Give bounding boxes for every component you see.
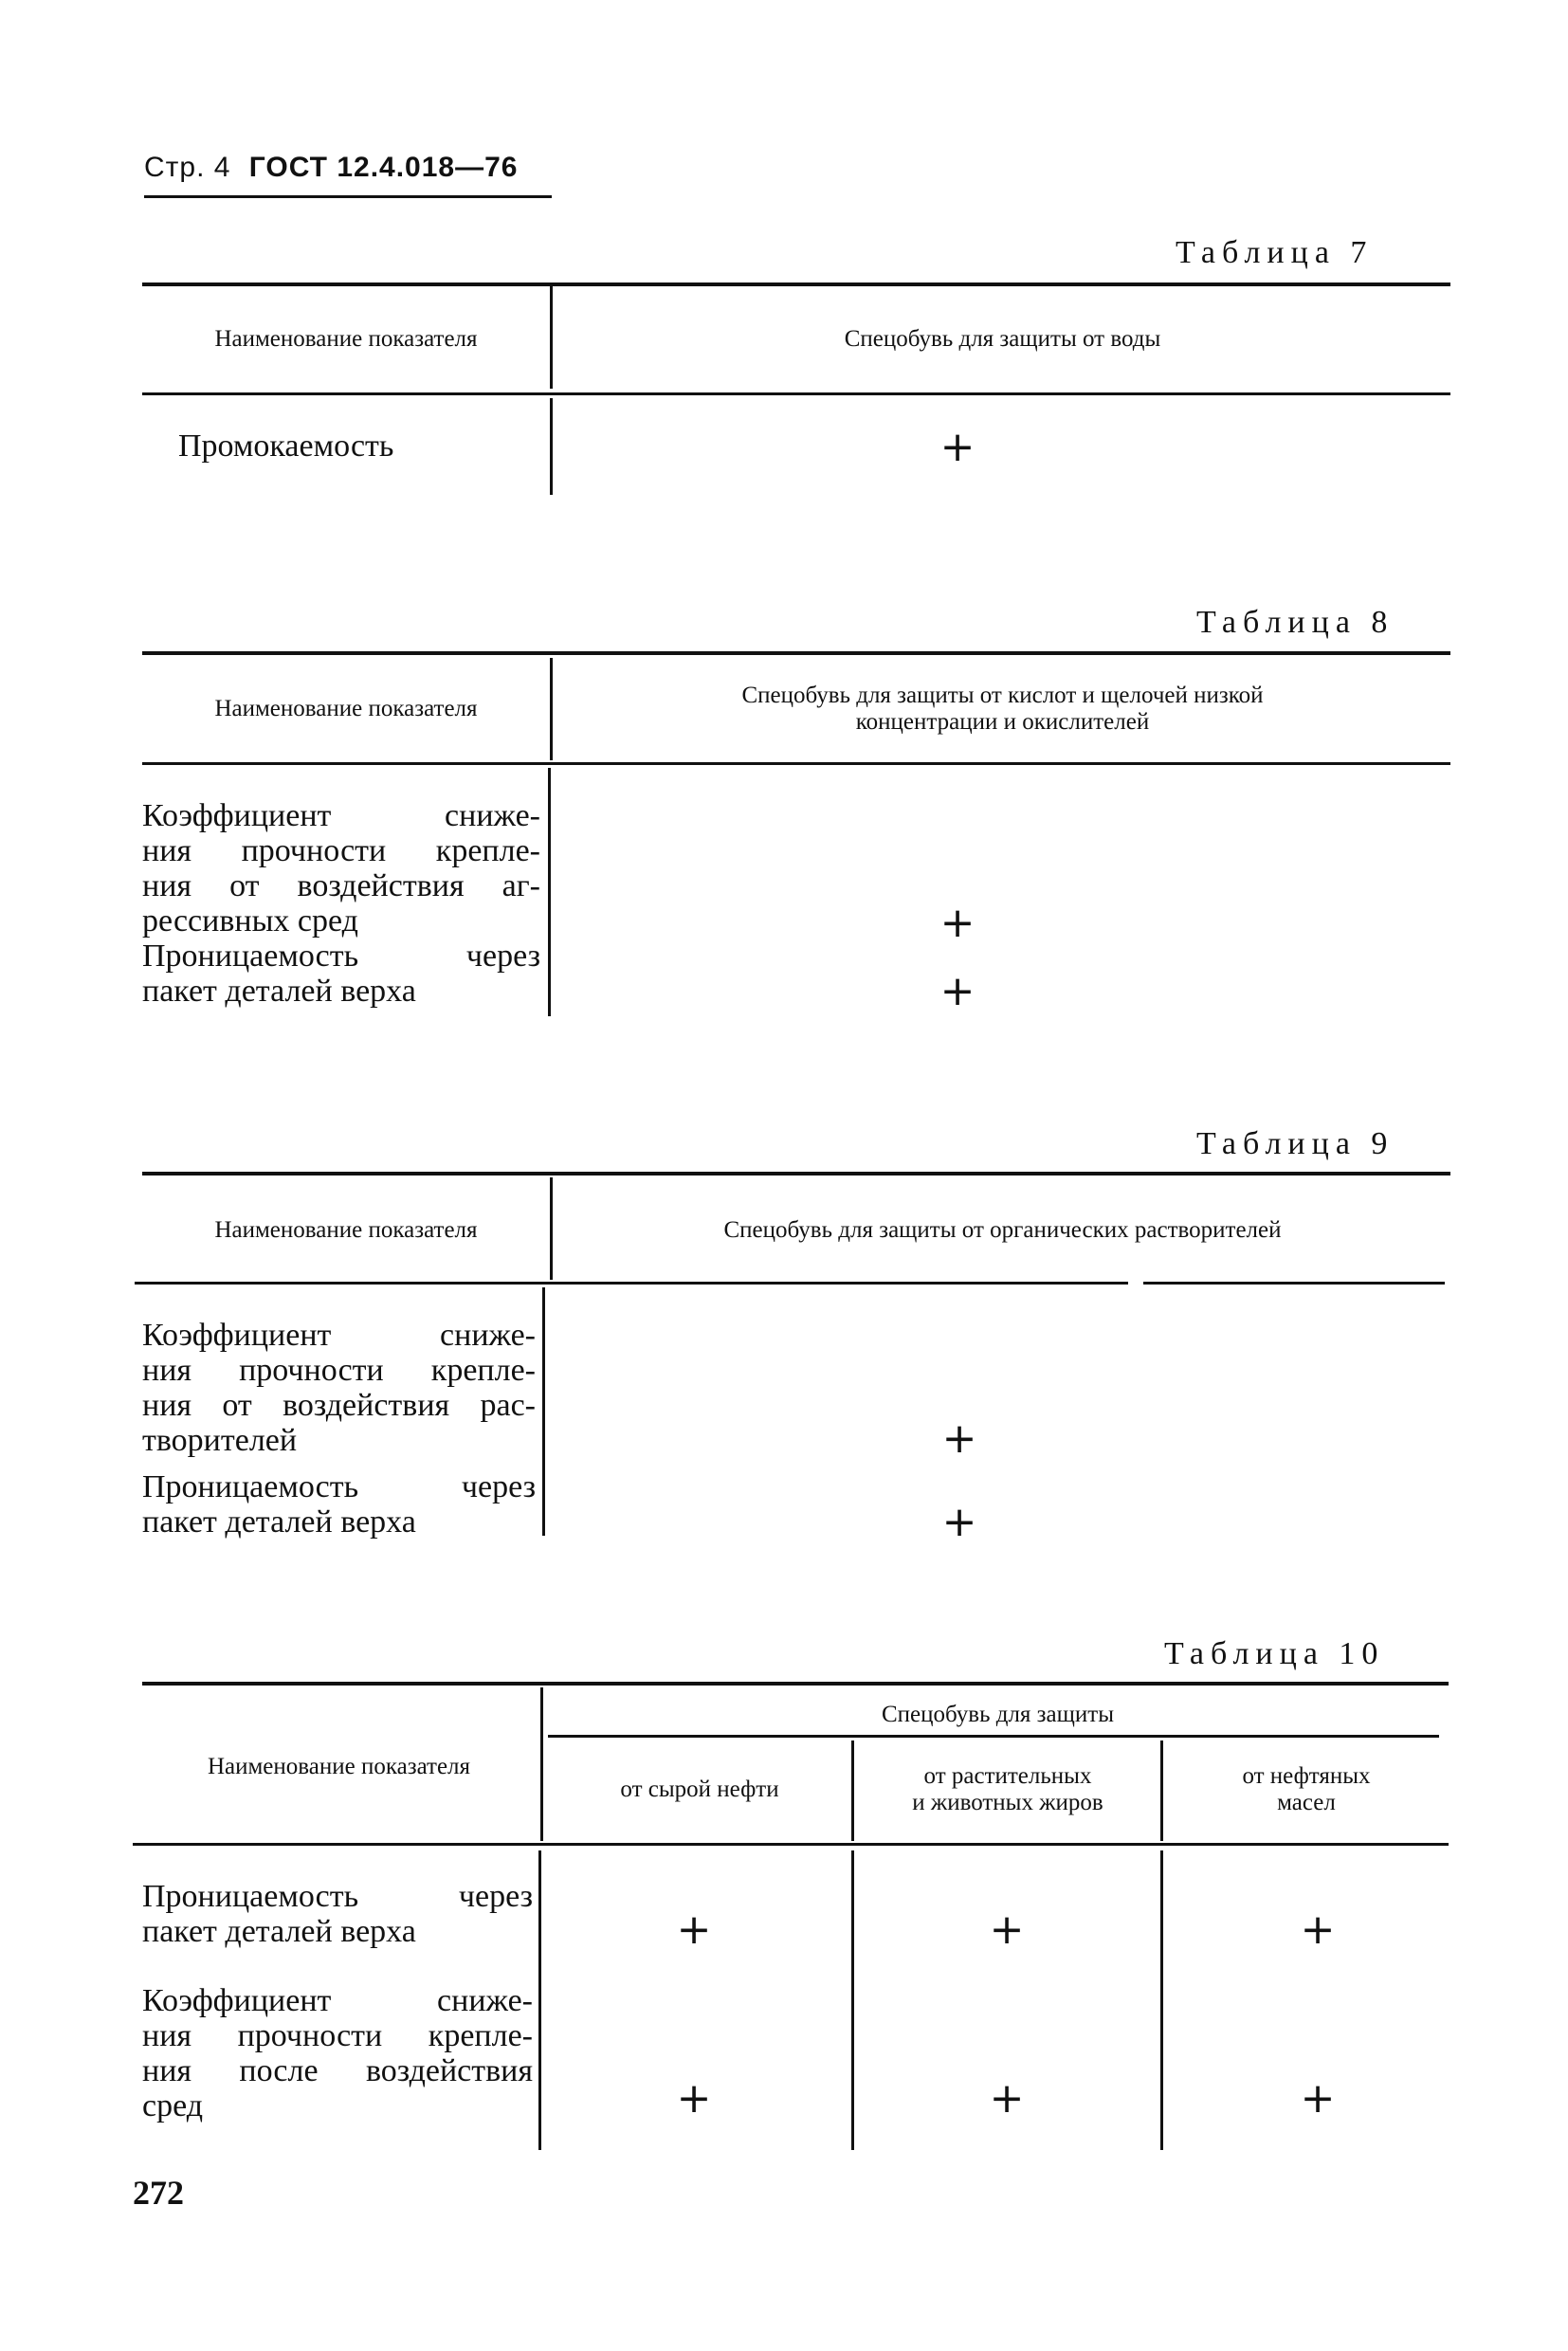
table10-row1-line1: Проницаемость через [142, 1879, 533, 1914]
table8-col-indicator: Наименование показателя [214, 696, 478, 721]
table9-label: Таблица 9 [1196, 1126, 1395, 1161]
page-header [144, 152, 518, 184]
table10-subcol-1: от сырой нефти [620, 1777, 779, 1802]
table9-row1-line3: ния от воздействия рас- [142, 1388, 536, 1423]
table10-row2-value-2: + [989, 2074, 1025, 2123]
table10-row2-line4: сред [142, 2088, 204, 2123]
table8-row2-value: + [939, 967, 975, 1015]
table9-row2-line2: пакет деталей верха [142, 1504, 416, 1540]
table7-row-name: Промокаемость [178, 428, 394, 464]
table10-subcol-3 [1164, 1763, 1449, 1816]
table9-row1-line2: ния прочности крепле- [142, 1353, 536, 1388]
table8-top-rule [142, 651, 1450, 655]
table10-row1-value-3: + [1300, 1905, 1336, 1954]
table9-row2-name [142, 1469, 536, 1540]
table10-label: Таблица 10 [1164, 1636, 1385, 1671]
table10-subcol-2-line1: от растительных [923, 1763, 1092, 1789]
table10-group-header: Спецобувь для защиты [881, 1702, 1115, 1727]
table8-col-value [555, 683, 1450, 736]
table9-header-rule-left [135, 1282, 1128, 1285]
table10-row1-value-2: + [989, 1905, 1025, 1954]
table9-top-rule [142, 1172, 1450, 1176]
table10-body-divider-2 [1160, 1850, 1163, 2150]
table9-col-value: Спецобувь для защиты от органических растворителей [723, 1217, 1282, 1243]
table8-body-divider [548, 768, 551, 1016]
table10-subcol-divider-2 [1160, 1740, 1163, 1841]
page-ref: Стр. 4 [144, 152, 231, 183]
standard-number: ГОСТ 12.4.018—76 [248, 152, 519, 183]
table10-row1-name [142, 1879, 533, 1949]
table8-row1-line4: рессивных сред [142, 903, 358, 939]
table10-row2-line1: Коэффициент сниже- [142, 1983, 533, 2018]
table9-row1-line4: творителей [142, 1423, 298, 1458]
table10-row2-value-1: + [676, 2074, 712, 2123]
table8-row1-name [142, 798, 540, 939]
table7-body-divider [550, 398, 553, 495]
page-number: 272 [133, 2174, 184, 2212]
table10-top-rule [142, 1682, 1449, 1686]
table8-label: Таблица 8 [1196, 605, 1395, 640]
table10-group-rule [548, 1735, 1439, 1738]
table10-header-divider [540, 1687, 543, 1841]
table10-row2-line3: ния после воздействия [142, 2053, 533, 2088]
table10-row2-line2: ния прочности крепле- [142, 2018, 533, 2053]
table9-col-indicator: Наименование показателя [214, 1217, 478, 1243]
table10-body-divider-0 [538, 1850, 541, 2150]
table8-row1-line2: ния прочности крепле- [142, 833, 540, 868]
header-underline [144, 195, 552, 198]
table10-subcol-2 [855, 1763, 1160, 1816]
table8-header-divider [550, 658, 553, 760]
table10-subcol-3-line1: от нефтяных [1242, 1763, 1371, 1789]
table7-top-rule [142, 282, 1450, 286]
table9-row1-value: + [941, 1414, 977, 1463]
table7-col-value: Спецобувь для защиты от воды [844, 326, 1161, 352]
table10-subcol-3-line2: масел [1277, 1790, 1336, 1815]
table10-row1-value-1: + [676, 1905, 712, 1954]
table8-header-rule [142, 762, 1450, 765]
table7-label: Таблица 7 [1176, 235, 1374, 270]
table7-header-divider [550, 286, 553, 389]
table10-subcol-divider-1 [851, 1740, 854, 1841]
table8-row1-value: + [939, 899, 975, 947]
table10-header-rule [133, 1843, 1449, 1846]
table7-row-value: + [939, 423, 975, 471]
table10-row2-name [142, 1983, 533, 2123]
table8-col-value-line1: Спецобувь для защиты от кислот и щелочей низкой [741, 683, 1264, 708]
table8-col-value-line2: концентрации и окислителей [855, 709, 1150, 735]
table9-header-rule-right [1143, 1282, 1445, 1285]
table10-subcol-2-line2: и животных жиров [912, 1790, 1103, 1815]
table8-row2-line2: пакет деталей верха [142, 974, 416, 1009]
table9-header-divider [550, 1177, 553, 1280]
table10-col-indicator: Наименование показателя [207, 1754, 471, 1779]
table10-row2-value-3: + [1300, 2074, 1336, 2123]
table10-row1-line2: пакет деталей верха [142, 1914, 416, 1949]
table10-body-divider-1 [851, 1850, 854, 2150]
table7-col-indicator: Наименование показателя [214, 326, 478, 352]
table9-row2-value: + [941, 1498, 977, 1546]
table9-row1-name [142, 1318, 536, 1458]
table7-header-rule [142, 392, 1450, 395]
table9-body-divider [542, 1287, 545, 1536]
table9-row1-line1: Коэффициент сниже- [142, 1318, 536, 1353]
table8-row1-line3: ния от воздействия аг- [142, 868, 540, 903]
table9-row2-line1: Проницаемость через [142, 1469, 536, 1504]
table8-row2-line1: Проницаемость через [142, 939, 540, 974]
table8-row1-line1: Коэффициент сниже- [142, 798, 540, 833]
table8-row2-name [142, 939, 540, 1009]
